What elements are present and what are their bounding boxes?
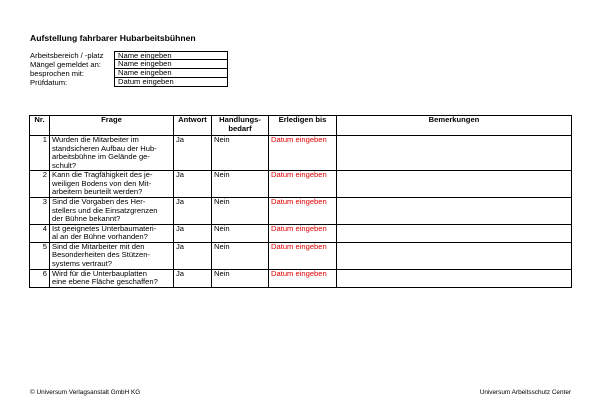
- footer-copyright: © Universum Verlagsanstalt GmbH KG: [30, 389, 141, 396]
- col-header-frage: Frage: [50, 116, 174, 136]
- table-row: [30, 171, 572, 198]
- question-text: Wurden die Mitarbeiter im standsicheren Aufbau der Hub- arbeitsbühne im Gelände ge- schult?: [50, 136, 174, 171]
- remarks-field[interactable]: [337, 171, 572, 198]
- info-row-pruefdatum: [30, 78, 228, 87]
- action-needed-field[interactable]: Nein: [212, 224, 269, 242]
- checklist-table: [29, 115, 572, 288]
- row-number: 2: [30, 171, 50, 198]
- question-text: Sind die Mitarbeiter mit den Besonderheiten des Stützen- systems vertraut?: [50, 242, 174, 269]
- remarks-field[interactable]: [337, 198, 572, 225]
- row-number: 3: [30, 198, 50, 225]
- action-needed-field[interactable]: Nein: [212, 242, 269, 269]
- table-row: [30, 224, 572, 242]
- col-header-antwort: Antwort: [174, 116, 212, 136]
- col-header-nr: Nr.: [30, 116, 50, 136]
- answer-field[interactable]: Ja: [174, 171, 212, 198]
- row-number: 1: [30, 136, 50, 171]
- table-body: [30, 136, 572, 288]
- info-label: Prüfdatum:: [30, 78, 68, 87]
- question-text: Wird für die Unterbauplatten eine ebene Fläche geschaffen?: [50, 269, 174, 287]
- due-date-field[interactable]: Datum eingeben: [269, 171, 337, 198]
- remarks-field[interactable]: [337, 136, 572, 171]
- maengel-gemeldet-field[interactable]: Name eingeben: [114, 60, 228, 69]
- due-date-field[interactable]: Datum eingeben: [269, 136, 337, 171]
- answer-field[interactable]: Ja: [174, 269, 212, 287]
- answer-field[interactable]: Ja: [174, 242, 212, 269]
- info-label: Mängel gemeldet an:: [30, 60, 101, 69]
- answer-field[interactable]: Ja: [174, 136, 212, 171]
- remarks-field[interactable]: [337, 242, 572, 269]
- col-header-bemerkungen: Bemerkungen: [337, 116, 572, 136]
- action-needed-field[interactable]: Nein: [212, 171, 269, 198]
- question-text: Kann die Tragfähigkeit des je- weiligen Bodens von den Mit- arbeitern beurteilt werden?: [50, 171, 174, 198]
- info-label: Arbeitsbereich / -platz: [30, 51, 104, 60]
- action-needed-field[interactable]: Nein: [212, 198, 269, 225]
- row-number: 6: [30, 269, 50, 287]
- remarks-field[interactable]: [337, 224, 572, 242]
- besprochen-mit-field[interactable]: Name eingeben: [114, 69, 228, 78]
- table-row: [30, 198, 572, 225]
- document-title: Aufstellung fahrbarer Hubarbeitsbühnen: [30, 33, 196, 43]
- due-date-field[interactable]: Datum eingeben: [269, 224, 337, 242]
- table-row: [30, 242, 572, 269]
- action-needed-field[interactable]: Nein: [212, 136, 269, 171]
- info-block: [30, 51, 228, 87]
- col-header-handlungsbedarf: Handlungs- bedarf: [212, 116, 269, 136]
- due-date-field[interactable]: Datum eingeben: [269, 198, 337, 225]
- info-label: besprochen mit:: [30, 69, 85, 78]
- row-number: 5: [30, 242, 50, 269]
- table-header-row: [30, 116, 572, 136]
- footer-publisher: Universum Arbeitsschutz Center: [479, 389, 571, 396]
- remarks-field[interactable]: [337, 269, 572, 287]
- col-header-erledigen-bis: Erledigen bis: [269, 116, 337, 136]
- question-text: Sind die Vorgaben des Her- stellers und die Einsatzgrenzen der Bühne bekannt?: [50, 198, 174, 225]
- due-date-field[interactable]: Datum eingeben: [269, 269, 337, 287]
- answer-field[interactable]: Ja: [174, 198, 212, 225]
- answer-field[interactable]: Ja: [174, 224, 212, 242]
- table-row: [30, 136, 572, 171]
- question-text: Ist geeignetes Unterbaumateri- al an der Bühne vorhanden?: [50, 224, 174, 242]
- pruefdatum-field[interactable]: Datum eingeben: [114, 78, 228, 87]
- arbeitsbereich-field[interactable]: Name eingeben: [114, 51, 228, 60]
- due-date-field[interactable]: Datum eingeben: [269, 242, 337, 269]
- action-needed-field[interactable]: Nein: [212, 269, 269, 287]
- table-row: [30, 269, 572, 287]
- row-number: 4: [30, 224, 50, 242]
